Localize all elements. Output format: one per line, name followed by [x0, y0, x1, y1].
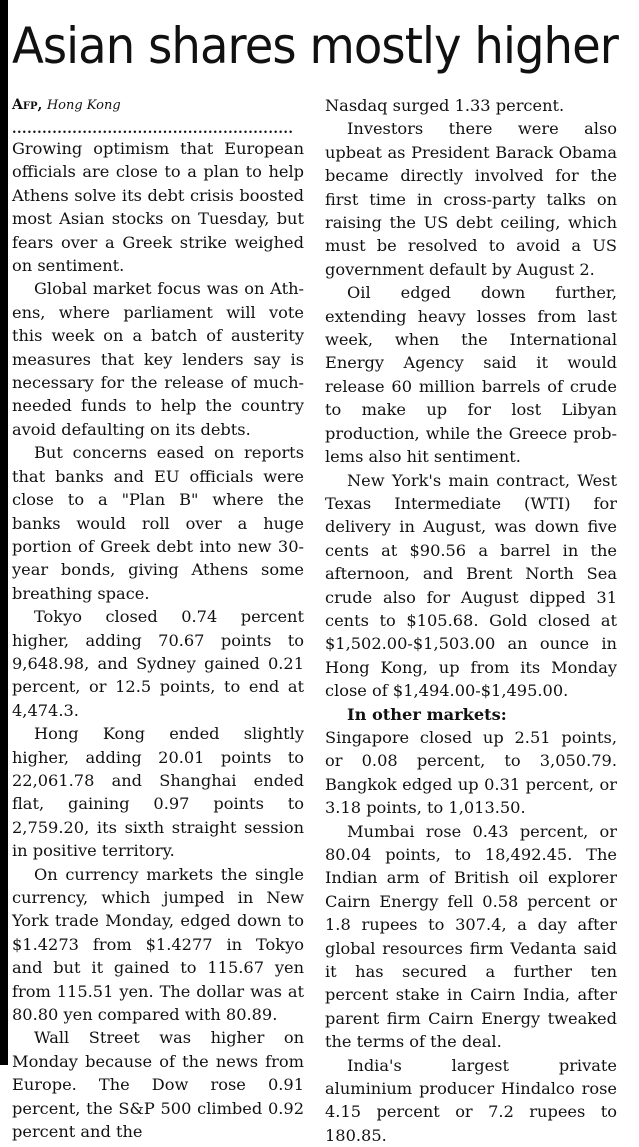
paragraph: Mumbai rose 0.43 percent, or 80.04 points, to 18,492.45. The Indian arm of British oil explorer Cairn Energy fell 0.58 percent or 1.8 rupees to 307.4, a day after global resources firm Vedanta said it has secured a further ten percent stake in Cairn India, after parent firm Cairn Energy tweaked the terms of the deal.: [325, 821, 617, 1052]
paragraph: On currency markets the single currency, which jumped in New York trade Monday, edged down to $1.4273 from $1.4277 in Tokyo and but it gained to 115.67 yen from 115.51 yen. The dollar was at 80.80 yen compared with 80.89.: [12, 864, 304, 1025]
paragraph: Global market focus was on Athens, where parliament will vote this week on a batch of austerity measures that key lenders say is necessary for the release of much-needed funds to help the country avoid defaulting on its debts.: [12, 279, 304, 439]
paragraph-continuation: Nasdaq surged 1.33 percent.: [325, 96, 565, 115]
column-right: [325, 94, 617, 1147]
subheading: In other markets:: [347, 704, 507, 724]
paragraph: New York's main contract, West Texas Intermediate (WTI) for delivery in August, was down five cents at $90.56 a barrel in the afternoon, and Brent North Sea crude also for August dipped 31 cents to $105.68. Gold closed at $1,502.00-$1,503.00 an ounce in Hong Kong, up from its Monday close of $1,494.00-$1,495.00.: [325, 470, 617, 701]
paragraph: But concerns eased on reports that banks and EU officials were close to a "Plan B" where the banks would roll over a huge portion of Greek debt into new 30-year bonds, giving Athens some breathing space.: [12, 443, 304, 603]
paragraph: Oil edged down further, extending heavy losses from last week, when the International Energy Agency said it would release 60 million barrels of crude to make up for lost Libyan production, while the Greece problems also hit sentiment.: [325, 283, 617, 467]
column-left: [12, 94, 304, 1143]
paragraph: Singapore closed up 2.51 points, or 0.08 percent, to 3,050.79. Bangkok edged up 0.31 percent, or 3.18 points, to 1,013.50.: [325, 727, 617, 818]
byline: [12, 94, 304, 117]
paragraph: Investors there were also upbeat as President Barack Obama became directly involved for the first time in cross-party talks on raising the US debt ceiling, which must be resolved to avoid a US government default by August 2.: [325, 119, 617, 279]
headline: Asian shares mostly higher: [12, 17, 618, 75]
byline-place: Hong Kong: [46, 98, 121, 113]
paragraph: Hong Kong ended slightly higher, adding 20.01 points to 22,061.78 and Shanghai ended flat, gaining 0.97 points to 2,759.20, its sixth straight session in positive territory.: [12, 724, 304, 861]
paragraph: India's largest private aluminium producer Hindalco rose 4.15 percent or 7.2 rupees to 180.85.: [325, 1055, 617, 1145]
paragraph: Growing optimism that European officials are close to a plan to help Athens solve its debt crisis boosted most Asian stocks on Tuesday, but fears over a Greek strike weighed on sentiment.: [12, 139, 304, 276]
paragraph: Wall Street was higher on Monday because of the news from Europe. The Dow rose 0.91 percent, the S&P 500 climbed 0.92 percent and the: [12, 1028, 304, 1142]
byline-agency: Afp,: [12, 97, 43, 113]
paragraph: Tokyo closed 0.74 percent higher, adding 70.67 points to 9,648.98, and Sydney gained 0.21 percent, or 12.5 points, to end at 4,474.3.: [12, 607, 304, 720]
left-margin-bar: [0, 0, 8, 1065]
separator-dots: ........................................................: [12, 123, 294, 137]
